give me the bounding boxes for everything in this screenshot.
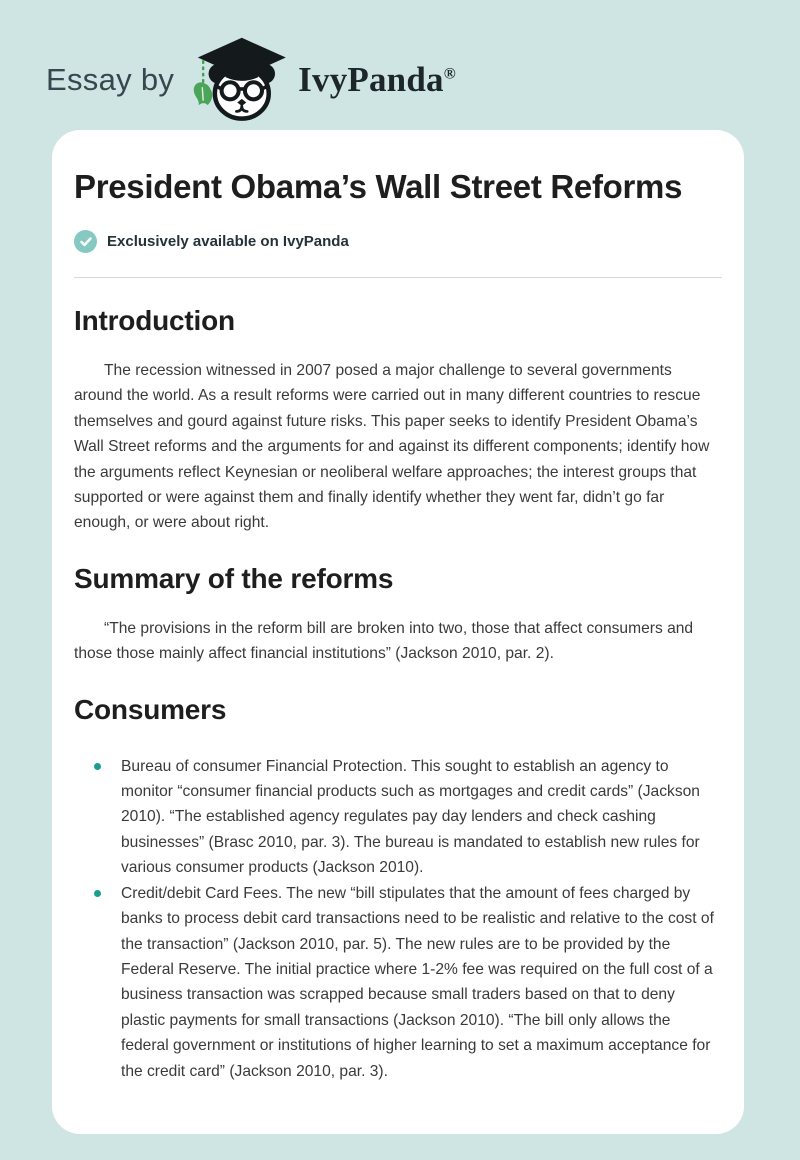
brand-name: IvyPanda®	[298, 60, 456, 99]
registered-mark: ®	[443, 65, 456, 83]
site-header	[0, 0, 800, 126]
introduction-paragraph: The recession witnessed in 2007 posed a major challenge to several governments around the world. As a result reforms were carried out in many different countries to rescue themselves and gourd against future risks. This paper seeks to identify President Obama’s Wall Street reforms and the arguments for and against its different components; identify how the arguments reflect Keynesian or neoliberal welfare approaches; the interest groups that supported or were against them and finally identify whether they went far, didn’t go far enough, or were about right.	[74, 362, 710, 532]
heading-summary: Summary of the reforms	[74, 562, 394, 594]
check-icon	[74, 230, 97, 253]
list-item: Bureau of consumer Financial Protection. This sought to establish an agency to monitor “consumer financial products such as mortgages and credit cards” (Jackson 2010). “The established agency regulates pay day lenders and check cashing businesses” (Brasc 2010, par. 3). The bureau is mandated to establish new rules for various consumer products (Jackson 2010).	[121, 754, 722, 881]
heading-consumers: Consumers	[74, 693, 227, 725]
consumers-bullet-list	[74, 754, 722, 1084]
essay-card	[52, 130, 744, 1134]
ivypanda-brand-logo[interactable]	[190, 36, 456, 124]
heading-introduction: Introduction	[74, 305, 235, 336]
panda-graduate-icon	[190, 36, 290, 124]
essay-by-label: Essay by	[46, 62, 175, 97]
page-title: President Obama’s Wall Street Reforms	[74, 168, 683, 205]
divider	[74, 277, 722, 278]
summary-paragraph: “The provisions in the reform bill are broken into two, those that affect consumers and those those mainly affect financial institutions” (Jackson 2010, par. 2).	[74, 619, 694, 663]
exclusive-badge-label: Exclusively available on IvyPanda	[107, 233, 349, 250]
list-item: Credit/debit Card Fees. The new “bill stipulates that the amount of fees charged by banks to process debit card transactions need to be realistic and relative to the cost of the transaction” (Jackson 2010, par. 5). The new rules are to be provided by the Federal Reserve. The initial practice where 1-2% fee was required on the full cost of a business transaction was scrapped because small traders based on that to deny plastic payments for small transactions (Jackson 2010). “The bill only allows the federal government or institutions of higher learning to set a maximum acceptance for the credit card” (Jackson 2010, par. 3).	[121, 881, 722, 1084]
exclusive-badge	[74, 230, 722, 253]
